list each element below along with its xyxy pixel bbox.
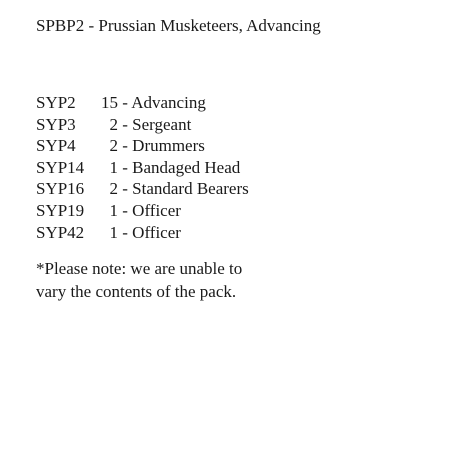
item-description: - Bandaged Head [122,157,241,177]
pack-item-row [36,157,436,179]
pack-item-row [36,222,436,244]
item-code: SYP4 [36,136,76,156]
item-description: - Standard Bearers [122,179,249,199]
pack-item-list [36,92,436,243]
item-quantity: 15 [101,93,118,112]
item-code: SYP19 [36,200,85,220]
item-description: - Officer [122,222,181,242]
item-description: - Officer [122,200,181,220]
item-quantity: 2 [109,136,118,156]
pack-contents-document [36,14,436,303]
item-quantity: 2 [109,179,118,199]
pack-item-row [36,135,436,157]
item-description: - Sergeant [122,114,192,134]
pack-item-row [36,200,436,222]
item-quantity: 1 [109,157,118,177]
item-quantity: 2 [109,114,118,134]
item-code: SYP42 [36,222,85,242]
item-code: SYP16 [36,179,85,199]
item-description: - Drummers [122,136,205,156]
pack-item-row [36,92,436,114]
item-quantity: 1 [109,200,118,220]
pack-title: SPBP2 - Prussian Musketeers, Advancing [36,16,321,35]
item-quantity: 1 [109,222,118,242]
item-description: - Advancing [122,93,206,112]
item-code: SYP3 [36,114,76,134]
item-code: SYP14 [36,157,85,177]
pack-note: *Please note: we are unable to vary the contents of the pack. [36,259,243,302]
item-code: SYP2 [36,93,76,112]
pack-item-row [36,178,436,200]
pack-item-row [36,114,436,136]
